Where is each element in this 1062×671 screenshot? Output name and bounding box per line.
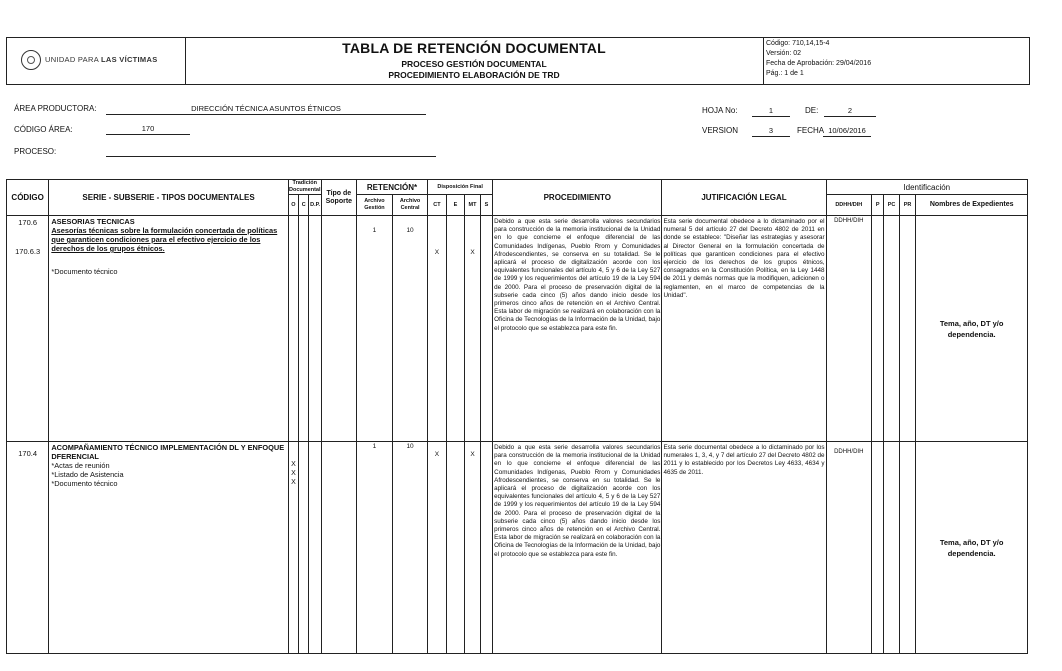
logo-text: UNIDAD PARA LAS VÍCTIMAS — [45, 55, 158, 64]
row-procedimiento: Debido a que esta serie desarrolla valores secundarios para construcción de la memoria institucional de la Unidad en lo que concierne el enfoque diferencial de las Comunidades Indígenas, Pueblo Rrom y Comunidades Afrodescendientes, se conserva en su totalidad. Se le aplicará el proceso de digitalización acorde con los equivalentes funcionales del artículo 4, 5 y 6 de la Ley 527 de 1999 y los requerimientos del artículo 19 de la Ley 594 de 2000. Para el proceso de preservación digital de la subserie cada cinco (5) años dando inicio desde los primeros cinco años de retención en el Archivo Central. Esta labor de migración se realizará en colaboración con la Oficina de Tecnologías de la Información de la Unidad, bajo el protocolo que se establezca para este fin. — [493, 442, 662, 654]
row-pr — [899, 442, 916, 654]
header-pagina: Pág.: 1 de 1 — [766, 70, 804, 77]
col-ddhh: DDHH/DIH — [826, 195, 871, 216]
col-nombres-expedientes: Nombres de Expedientes — [916, 195, 1028, 216]
row-codigo: 170.6 170.6.3 — [7, 216, 49, 442]
retention-table — [6, 179, 1028, 654]
row-pc — [884, 442, 899, 654]
document-title: TABLA DE RETENCIÓN DOCUMENTAL — [342, 40, 606, 56]
row-ddhh: DDHH/DIH — [826, 216, 871, 442]
row-nombres-expedientes: Tema, año, DT y/o dependencia. — [916, 442, 1028, 654]
header-fecha-aprobacion: Fecha de Aprobación: 29/04/2016 — [766, 60, 872, 67]
row-procedimiento: Debido a que esta serie desarrolla valores secundarios para construcción de la memoria institucional de la Unidad en lo que concierne el enfoque diferencial de las Comunidades Indígenas, Pueblo Rrom y Comunidades Afrodescendientes, se conserva en su totalidad. Se le aplicará el proceso de digitalización acorde con los equivalentes funcionales del artículo 4, 5 y 6 de la Ley 527 de 1999 y los requerimientos del artículo 19 de la Ley 594 de 2000. Para el proceso de preservación digital de la subserie cada cinco (5) años dando inicio desde los primeros cinco años de retención en el Archivo Central. Esta labor de migración se realizará en colaboración con la Oficina de Tecnologías de la Información de la Unidad, bajo el protocolo que se establezca para este fin. — [493, 216, 662, 442]
table-row — [7, 216, 1028, 442]
row-dp — [309, 216, 321, 442]
row-pr — [899, 216, 916, 442]
col-procedimiento: PROCEDIMIENTO — [493, 180, 662, 216]
row-archivo-gestion: 1 — [356, 216, 392, 442]
area-productora-label: ÁREA PRODUCTORA: — [14, 104, 97, 113]
row-codigo: 170.4 — [7, 442, 49, 654]
document-header — [6, 37, 1030, 85]
col-s: S — [480, 195, 492, 216]
row-archivo-central: 10 — [393, 442, 428, 654]
row-e — [446, 216, 465, 442]
fecha-value: 10/06/2016 — [823, 126, 871, 137]
row-c — [299, 442, 309, 654]
process-subtitle: PROCESO GESTIÓN DOCUMENTAL — [401, 59, 547, 69]
col-justificacion: JUTIFICACIÓN LEGAL — [662, 180, 826, 216]
col-archivo-gestion: Archivo Gestión — [356, 195, 392, 216]
col-pr: PR — [899, 195, 916, 216]
row-pc — [884, 216, 899, 442]
row-ct: X — [428, 442, 447, 654]
row-justificacion: Esta serie documental obedece a lo dictaminado por los numerales 1, 3, 4, y 7 del artículo 27 del Decreto 4802 de 2011 y lo establecido por los Decretos Ley 4633, 4634 y 4635 de 2011. — [662, 442, 826, 654]
row-justificacion: Esta serie documental obedece a lo dictaminado por el numeral 5 del artículo 27 del Decreto 4802 de 2011 en donde se establece: "Diseñar las estrategias y asesorar al Director General en la formulación concertada de políticas que garanticen condiciones para el efectivo ejercicio de los derechos de los grupos étnicos, consagrados en la Constitución Política, en la Ley 1448 de 2011 y demás normas que la modifiquen, adicionen o reglamenten, en el marco de competencias de la Unidad". — [662, 216, 826, 442]
row-mt: X — [465, 442, 480, 654]
area-productora-value: DIRECCIÓN TÉCNICA ASUNTOS ÉTNICOS — [106, 104, 426, 115]
col-p: P — [871, 195, 883, 216]
col-c: C — [299, 195, 309, 216]
row-e — [446, 442, 465, 654]
proceso-value — [106, 146, 436, 157]
version-label: VERSION — [702, 126, 739, 135]
col-tradicion: Tradición Documental — [289, 180, 321, 193]
hoja-label: HOJA No: — [702, 106, 738, 115]
table-row — [7, 442, 1028, 654]
header-version: Versión: 02 — [766, 50, 802, 57]
row-o — [288, 216, 298, 442]
row-c — [299, 216, 309, 442]
codigo-area-value: 170 — [106, 124, 190, 135]
col-archivo-central: Archivo Central — [393, 195, 428, 216]
col-o: O — [288, 195, 298, 216]
codigo-area-label: CÓDIGO ÁREA: — [14, 125, 73, 134]
row-p — [871, 216, 883, 442]
row-archivo-central: 10 — [393, 216, 428, 442]
col-dp: D.P. — [309, 195, 321, 216]
row-mt: X — [465, 216, 480, 442]
row-nombres-expedientes: Tema, año, DT y/o dependencia. — [916, 216, 1028, 442]
row-archivo-gestion: 1 — [356, 442, 392, 654]
col-mt: MT — [465, 195, 480, 216]
proceso-label: PROCESO: — [14, 147, 57, 156]
de-value: 2 — [824, 106, 876, 117]
col-retencion: RETENCIÓN* — [356, 180, 427, 195]
col-e: E — [446, 195, 465, 216]
col-disposicion-final: Disposición Final — [428, 180, 493, 195]
col-tipo-soporte: Tipo de Soporte — [321, 180, 356, 216]
row-ct: X — [428, 216, 447, 442]
col-identificacion: Identificación — [826, 180, 1027, 195]
row-serie: ACOMPAÑAMIENTO TÉCNICO IMPLEMENTACIÓN DL Y ENFOQUE DFERENCIAL *Actas de reunión *Listado de Asistencia *Documento técnico — [49, 442, 288, 654]
row-s — [480, 442, 492, 654]
version-value: 3 — [752, 126, 790, 137]
col-serie: SERIE - SUBSERIE - TIPOS DOCUMENTALES — [49, 180, 288, 216]
de-label: DE: — [805, 106, 819, 115]
fecha-label: FECHA — [797, 126, 825, 135]
row-o: X X X — [288, 442, 298, 654]
col-pc: PC — [884, 195, 899, 216]
seal-icon — [21, 50, 41, 70]
logo — [7, 38, 186, 84]
row-p — [871, 442, 883, 654]
header-codigo: Código: 710,14,15-4 — [766, 40, 830, 47]
col-ct: CT — [428, 195, 447, 216]
row-dp — [309, 442, 321, 654]
procedure-subtitle: PROCEDIMIENTO ELABORACIÓN DE TRD — [388, 70, 560, 80]
row-serie: ASESORIAS TECNICAS Asesorías técnicas sobre la formulación concertada de políticas que garanticen condiciones para el efectivo ejercicio de los derechos de los grupos étnicos. *Documento técnico — [49, 216, 288, 442]
col-codigo: CÓDIGO — [7, 180, 49, 216]
header-control-info — [763, 38, 1029, 84]
row-ddhh: DDHH/DIH — [826, 442, 871, 654]
row-tipo-soporte — [321, 442, 356, 654]
hoja-value: 1 — [752, 106, 790, 117]
row-tipo-soporte — [321, 216, 356, 442]
row-s — [480, 216, 492, 442]
header-titles — [185, 38, 764, 84]
